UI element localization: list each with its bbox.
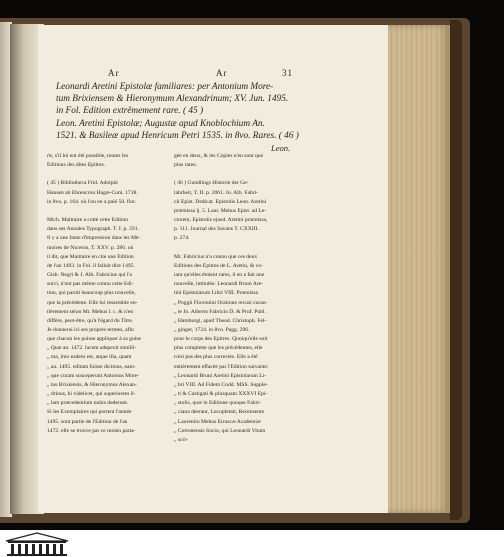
text-line: de l'an 1493. in Fol. il falloit dire 1495. — [47, 262, 135, 269]
running-head-left: Ar — [108, 68, 120, 78]
text-line: dans ses Annales Typograph. T. I. p. 591. — [47, 226, 139, 233]
page-number: 31 — [282, 68, 293, 78]
running-head-center: Ar — [216, 68, 228, 78]
text-line: 1472. elle se trouve par ce moien parta- — [47, 427, 136, 434]
text-line: lahrheit, T. II. p. 2061. Jo. Alb. Fabri- — [174, 189, 258, 196]
text-line: „ tus Brixiensis, & Hieronymus Alexan- — [47, 381, 137, 388]
text-line — [47, 170, 165, 179]
text-line — [174, 170, 292, 179]
text-line: „ Cortonensis Socio, qui Leonardi Vitam — [174, 427, 266, 434]
entry-line-3: in Fol. Edition extrêmement rare. ( 45 ) — [56, 106, 204, 116]
text-line: ctorem, Epistolis ejusd. Aretini præmissa, — [174, 217, 268, 224]
text-line: p. 274. — [174, 235, 190, 242]
entry-line-4: Leon. Aretini Epistolæ; Augustæ apud Knoblochium An. — [56, 119, 265, 129]
text-line: Gisb. Negri & J. Alb. Fabricius qui l'a — [47, 272, 132, 279]
text-line: in 8vo. p. 164. où l'on en a paié 50. flor. — [47, 198, 137, 205]
left-column — [47, 152, 165, 436]
text-line: Il y a une faute d'impression dans les Mé- — [47, 235, 141, 242]
text-line — [47, 207, 165, 216]
entry-line-2: tum Brixiensem & Hieronymum Alexandrinum; XV. Jun. 1495. — [56, 94, 289, 104]
text-line: plus rares. — [174, 162, 197, 169]
page-fore-edge — [388, 25, 450, 513]
text-line: „ ginger, 1724. in 8vo. Pagg. 296. — [174, 326, 250, 333]
text-line: Je donnerai ici ses propres termes, afin — [47, 326, 134, 333]
text-line: rit, s'il lui eut été possible, toutes les — [47, 153, 129, 159]
text-line: Mich. Maittaire a cotté cette Edition — [47, 217, 129, 224]
text-line: Si les Exemplaires qui portent l'année — [47, 409, 132, 416]
text-line: „ stolis, quæ in Editione quoque Fabri- — [174, 400, 261, 407]
text-line: „ que curam susceperunt Antonius More- — [47, 372, 140, 379]
text-line: nouvelle, intitulée: Leonardi Bruni Are- — [174, 281, 264, 288]
text-line: Editions des Epitres de L. Aretin, & vo- — [174, 262, 264, 269]
text-line: „ scri- — [174, 436, 188, 443]
text-line: il dit, que Maittaire en cite une Edition — [47, 253, 134, 260]
text-line: pour le corps des Epitres. Quoiqu'elle soit — [174, 336, 268, 343]
text-line: „ Laurentio Mehus Etruscæ Academiæ — [174, 418, 261, 425]
text-line: tini Epistolarum Libri VIII. Præmissa — [174, 290, 258, 297]
text-line: gée en deux, & les Copies n'en sont que — [174, 153, 264, 159]
text-line: plus complette que les précédentes, elle — [174, 345, 263, 352]
text-line: „ bri VIII. Ad Fidem Codd. MSS. Supple- — [174, 381, 268, 388]
library-building-logo — [4, 531, 70, 557]
text-line: ( 45 ) Bibliotheca Frid. Adolphi — [47, 180, 118, 187]
text-line: „ Poggii Florentini Oratione recusi curan- — [174, 299, 268, 306]
text-line: „ te Jo. Alberto Fabricio D. & Prof. Publ. — [174, 308, 266, 315]
entry-line-1: Leonardi Aretini Epistolæ familiares: per Antonium More- — [56, 82, 274, 92]
text-line: moires de Niceron, T. XXV. p. 286. où — [47, 244, 134, 251]
text-line: p. 111. Journal des Savans T. CXXIII. — [174, 226, 259, 233]
text-line: tion, qui paroît beaucoup plus nouvelle, — [47, 290, 136, 297]
footer-bar — [0, 530, 504, 557]
text-line: „ drinus, hi videlicet, qui superiorem il- — [47, 391, 136, 398]
text-line: suivi, n'ont pas même connu cette Edi- — [47, 281, 134, 288]
text-line: „ lam præcedentium nobis dederunt. — [47, 400, 129, 407]
entry-line-5: 1521. & Basileæ apud Henricum Petri 1535. in 8vo. Rares. ( 46 ) — [56, 131, 299, 141]
text-line: entièrement effacée par l'Edition suivante: — [174, 363, 269, 370]
text-line: iant qu'elles étoient rares, il en a fait une — [174, 272, 265, 279]
text-line: ( 46 ) Gundlings Historie der Ge- — [174, 180, 249, 187]
text-line: Hansen ab Ehrencron Hagæ-Com. 1718. — [47, 189, 138, 196]
text-line: tièrement selon Mr. Mehus l. c. & n'en — [47, 308, 134, 315]
catchword: Leon. — [271, 143, 291, 153]
text-line: „ Quæ an. 1472. lucem adspexit similli- — [47, 345, 137, 352]
text-line: „ ma, imo eadem est, atque illa, quam — [47, 354, 132, 361]
text-line: diffère, peut-être, qu'à l'égard du Titre. — [47, 317, 134, 324]
cover-edge — [450, 20, 462, 520]
text-line: n'est pas des plus correctes. Elle a été — [174, 354, 258, 361]
text-line: „ ti & Castigati & plusquam XXXVI Epi- — [174, 391, 268, 398]
text-line: „ an. 1495. editam fuisse dicimus, eam- — [47, 363, 136, 370]
text-line: cii Epist. Dedicat. Epistolis Leon. Aretini — [174, 198, 267, 205]
text-line: Editions des dites Epitres. — [47, 162, 106, 169]
text-line — [174, 244, 292, 253]
text-line: que la précédente. Elle lui ressemble en- — [47, 299, 138, 306]
text-line: præmissa §. 5. Laur. Mehus Epist. ad Le- — [174, 207, 267, 214]
right-column — [174, 152, 292, 445]
text-line: „ ciana deerant, Locupletati, Recensente — [174, 409, 265, 416]
text-line: „ Hamburgi, apud Theod. Christoph. Fel- — [174, 317, 267, 324]
text-line: „ Leonardi Bruni Aretini Epistolarum Li- — [174, 372, 267, 379]
text-line: Mr. Fabricius n'a connu que ces deux — [174, 253, 258, 260]
text-line: 1495. sont partie de l'Edition de l'an — [47, 418, 128, 425]
text-line: que chacun les puisse appliquer à sa guise — [47, 336, 141, 343]
